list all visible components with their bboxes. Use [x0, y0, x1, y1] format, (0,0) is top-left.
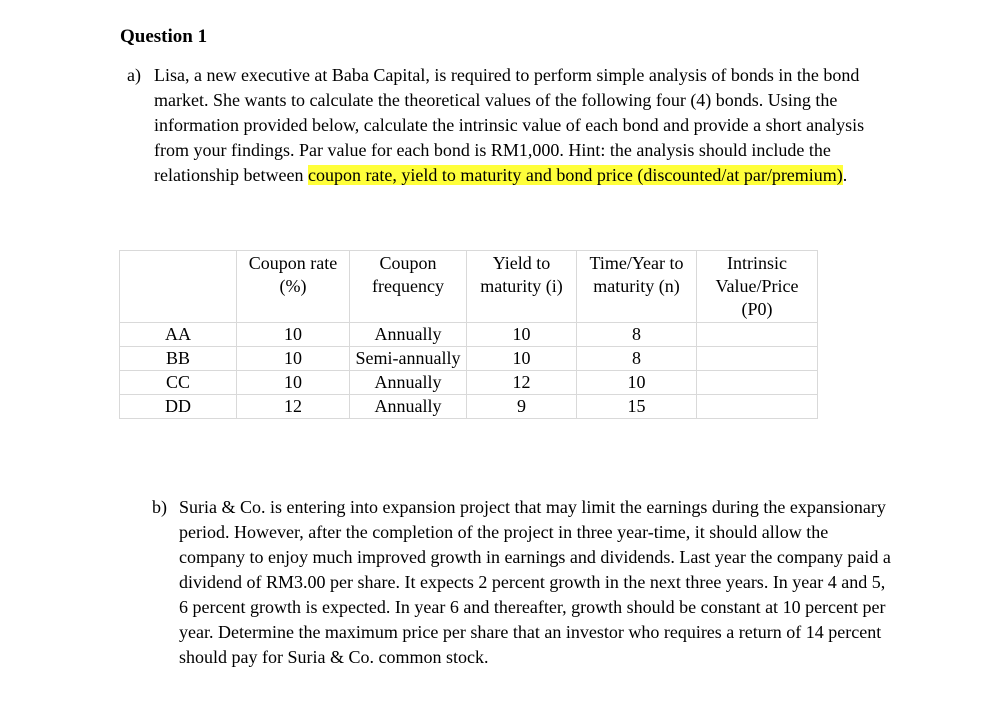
bond-table	[119, 250, 818, 419]
header-coupon-rate	[237, 251, 350, 323]
header-ttm-line2: maturity (n)	[593, 276, 680, 296]
table-row	[120, 323, 818, 347]
cell-bond: CC	[120, 371, 237, 395]
cell-price	[697, 371, 818, 395]
header-iv-line3: (P0)	[741, 299, 773, 319]
cell-years: 8	[577, 323, 697, 347]
header-coupon-rate-line2: (%)	[279, 276, 307, 296]
cell-frequency: Semi-annually	[350, 347, 467, 371]
table-row	[120, 347, 818, 371]
header-bond	[120, 251, 237, 323]
cell-years: 10	[577, 371, 697, 395]
header-iv-line2: Value/Price	[715, 276, 799, 296]
cell-ytm: 10	[467, 347, 577, 371]
cell-frequency: Annually	[350, 395, 467, 419]
header-time-to-maturity	[577, 251, 697, 323]
header-coupon-frequency-line1: Coupon	[379, 253, 437, 273]
part-b	[152, 495, 892, 670]
cell-coupon-rate: 10	[237, 347, 350, 371]
question-title: Question 1	[120, 26, 208, 47]
part-a-text	[154, 63, 887, 188]
cell-bond: DD	[120, 395, 237, 419]
header-coupon-rate-line1: Coupon rate	[248, 253, 338, 273]
table-row	[120, 371, 818, 395]
cell-years: 8	[577, 347, 697, 371]
part-a-text-main: Lisa, a new executive at Baba Capital, is required to perform simple analysis of bonds in the bond market. She wants to calculate the theoretical values of the following four (4) bonds. Using the information provided below, calculate the intrinsic value of each bond and provide a short analysis from your findings. Par value for each bond is RM1,000. Hint: the analysis should include the relationship between	[154, 65, 865, 185]
header-iv-line1: Intrinsic	[727, 253, 787, 273]
bond-table-header	[120, 251, 818, 323]
header-coupon-frequency-line2: frequency	[372, 276, 444, 296]
table-row	[120, 395, 818, 419]
header-yield-to-maturity	[467, 251, 577, 323]
header-ttm-line1: Time/Year to	[589, 253, 684, 273]
cell-price	[697, 323, 818, 347]
cell-bond: BB	[120, 347, 237, 371]
cell-years: 15	[577, 395, 697, 419]
header-ytm-line1: Yield to	[492, 253, 551, 273]
cell-frequency: Annually	[350, 323, 467, 347]
cell-frequency: Annually	[350, 371, 467, 395]
header-intrinsic-value	[697, 251, 818, 323]
header-ytm-line2: maturity (i)	[480, 276, 563, 296]
cell-coupon-rate: 12	[237, 395, 350, 419]
cell-ytm: 9	[467, 395, 577, 419]
part-a-highlight: coupon rate, yield to maturity and bond price (discounted/at par/premium)	[307, 165, 843, 185]
part-a-text-end: .	[842, 165, 848, 185]
part-a-marker: a)	[127, 65, 141, 85]
cell-price	[697, 347, 818, 371]
cell-price	[697, 395, 818, 419]
part-b-marker: b)	[152, 497, 167, 517]
cell-bond: AA	[120, 323, 237, 347]
part-b-text: Suria & Co. is entering into expansion project that may limit the earnings during the expansionary period. However, after the completion of the project in three year-time, it should allow the company to enjoy much improved growth in earnings and dividends. Last year the company paid a dividend of RM3.00 per share. It expects 2 percent growth in the next three years. In year 4 and 5, 6 percent growth is expected. In year 6 and thereafter, growth should be constant at 10 percent per year. Determine the maximum price per share that an investor who requires a return of 14 percent should pay for Suria & Co. common stock.	[179, 497, 891, 667]
part-a	[127, 63, 887, 188]
cell-ytm: 10	[467, 323, 577, 347]
cell-coupon-rate: 10	[237, 371, 350, 395]
cell-ytm: 12	[467, 371, 577, 395]
cell-coupon-rate: 10	[237, 323, 350, 347]
header-coupon-frequency	[350, 251, 467, 323]
